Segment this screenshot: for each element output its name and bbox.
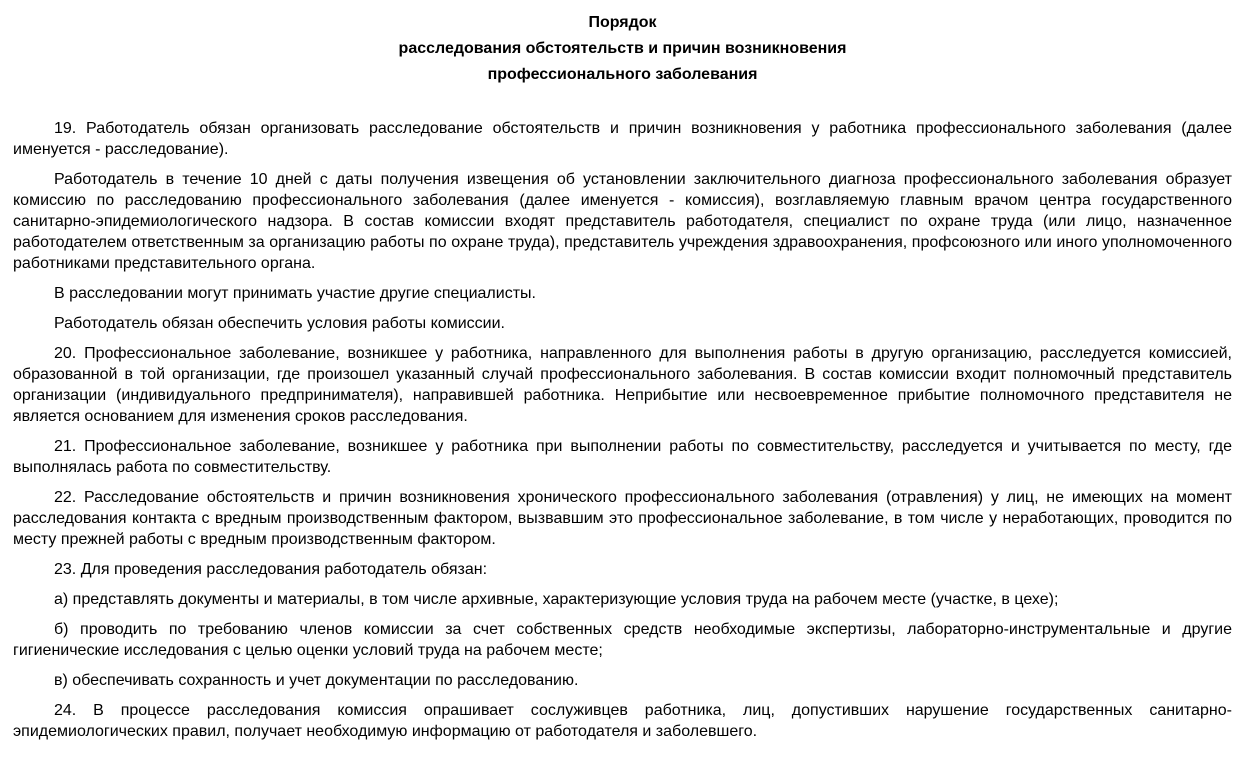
- document-body: [13, 118, 1232, 742]
- paragraph-20: 20. Профессиональное заболевание, возникшее у работника, направленного для выполнения работы в другую организацию, расследуется комиссией, образованной в той организации, где произошел указанный случай профессионального заболевания. В состав комиссии входит полномочный представитель организации (индивидуального предпринимателя), направившей работника. Неприбытие или несвоевременное прибытие полномочного представителя не является основанием для изменения сроков расследования.: [13, 345, 1232, 425]
- paragraph-23-b: б) проводить по требованию членов комиссии за счет собственных средств необходимые экспертизы, лабораторно-инструментальные и другие гигиенические исследования с целью оценки условий труда на рабочем месте;: [13, 621, 1232, 659]
- document-title: [13, 10, 1232, 88]
- paragraph-23-c: в) обеспечивать сохранность и учет документации по расследованию.: [54, 672, 579, 689]
- paragraph-23-a: а) представлять документы и материалы, в том числе архивные, характеризующие условия труда на рабочем месте (участке, в цехе);: [54, 591, 1059, 608]
- title-line-2: расследования обстоятельств и причин возникновения: [398, 40, 847, 57]
- title-line-1: Порядок: [588, 14, 657, 31]
- paragraph-22: 22. Расследование обстоятельств и причин возникновения хронического профессионального заболевания (отравления) у лиц, не имеющих на момент расследования контакта с вредным производственным фактором, вызвавшим это профессиональное заболевание, в том числе у неработающих, проводится по месту прежней работы с вредным производственным фактором.: [13, 489, 1232, 548]
- paragraph-conditions: Работодатель обязан обеспечить условия работы комиссии.: [54, 315, 505, 332]
- paragraph-commission: Работодатель в течение 10 дней с даты получения извещения об установлении заключительного диагноза профессионального заболевания образует комиссию по расследованию профессионального заболевания (далее именуется - комиссия), возглавляемую главным врачом центра государственного санитарно-эпидемиологического надзора. В состав комиссии входят представитель работодателя, специалист по охране труда (или лицо, назначенное работодателем ответственным за организацию работы по охране труда), представитель учреждения здравоохранения, профсоюзного или иного уполномоченного работниками представительного органа.: [13, 171, 1232, 272]
- paragraph-23: 23. Для проведения расследования работодатель обязан:: [54, 561, 488, 578]
- paragraph-24: 24. В процессе расследования комиссия опрашивает сослуживцев работника, лиц, допустивших нарушение государственных санитарно-эпидемиологических правил, получает необходимую информацию от работодателя и заболевшего.: [13, 702, 1232, 740]
- paragraph-19: 19. Работодатель обязан организовать расследование обстоятельств и причин возникновения у работника профессионального заболевания (далее именуется - расследование).: [13, 120, 1232, 158]
- paragraph-21: 21. Профессиональное заболевание, возникшее у работника при выполнении работы по совместительству, расследуется и учитывается по месту, где выполнялась работа по совместительству.: [13, 438, 1232, 476]
- paragraph-specialists: В расследовании могут принимать участие другие специалисты.: [54, 285, 536, 302]
- title-line-3: профессионального заболевания: [487, 66, 758, 83]
